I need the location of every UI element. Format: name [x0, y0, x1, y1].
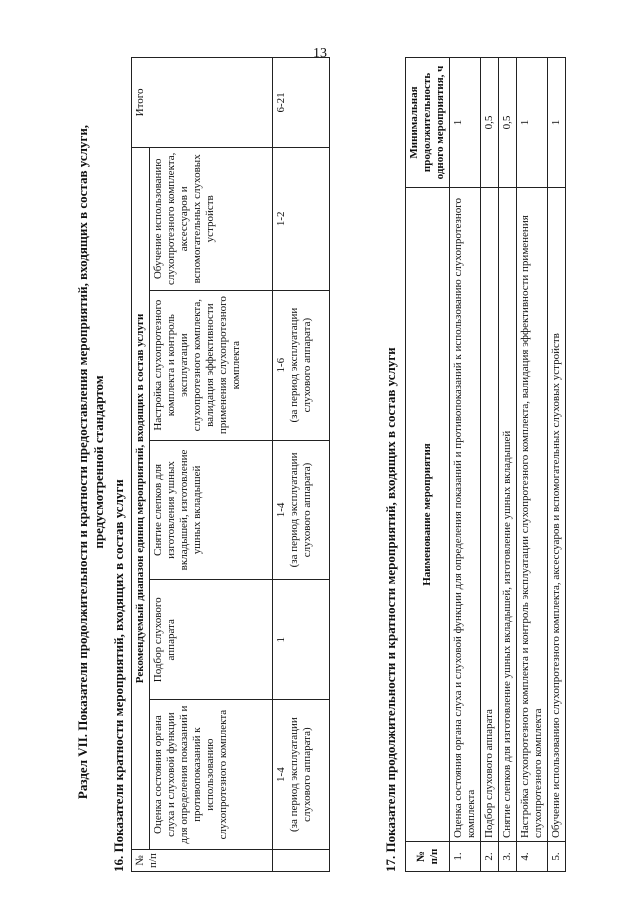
- page-number: 13: [313, 46, 327, 61]
- row-name: Настройка слухопротезного комплекта и контроль эксплуатации слухопротезного комплекта, валидация эффективности применения слухопротезного комплекта: [517, 187, 548, 841]
- value-note: (за период эксплуатации слухового аппарата): [288, 717, 313, 832]
- value: 1-4: [275, 502, 287, 518]
- row-duration: 0,5: [481, 58, 499, 188]
- value-cell: [273, 440, 330, 580]
- value: 1-4: [275, 767, 287, 782]
- duration-table: [405, 57, 566, 872]
- value-cell: [273, 700, 330, 850]
- row-duration: 0,5: [499, 58, 517, 188]
- table16-values-row: [273, 58, 330, 872]
- row-number: 1.: [450, 842, 481, 872]
- activity-cell: Оценка состояния органа слуха и слуховой функции для определения показаний и противопоказаний к использованию слухопротезного комплекта: [150, 700, 273, 850]
- row-name: Обучение использованию слухопротезного комплекта, аксессуаров и вспомогательных слуховых устройств: [548, 187, 566, 841]
- row-name: Подбор слухового аппарата: [481, 187, 499, 841]
- table16-range-header: Рекомендуемый диапазон единиц мероприятий, входящих в состав услуги: [132, 147, 150, 849]
- table17-title: 17. Показатели продолжительности и кратности мероприятий, входящих в состав услуги: [383, 347, 398, 872]
- value: 1-6: [275, 357, 287, 373]
- row-number: 3.: [499, 842, 517, 872]
- value-note: (за период эксплуатации слухового аппарата): [288, 307, 313, 423]
- multiplicity-table: [131, 57, 330, 872]
- section-title-line2: предусмотренной стандартом: [91, 375, 106, 549]
- value-cell: [273, 290, 330, 440]
- row-number: 2.: [481, 842, 499, 872]
- table16-activities-row: [150, 58, 273, 872]
- table17-name-header: Наименование мероприятия: [406, 187, 450, 841]
- value: 1-2: [275, 211, 287, 227]
- activity-cell: Обучение использованию слухопротезного комплекта, аксессуаров и вспомогательных слуховых устройств: [150, 147, 273, 290]
- activity-cell: Настройка слухопротезного комплекта и контроль эксплуатации слухопротезного комплекта, валидация эффективности применения слухопротезного комплекта: [150, 290, 273, 440]
- rotated-content: [75, 52, 635, 872]
- total-cell: 6-21: [273, 58, 330, 148]
- value-cell: [273, 147, 330, 290]
- section-title: [75, 52, 107, 872]
- activity-cell: Снятие слепков для изготовления ушных вкладышей, изготовление ушных вкладышей: [150, 440, 273, 580]
- table-row: [548, 58, 566, 872]
- value-cell: [273, 580, 330, 700]
- activity-cell: Подбор слухового аппарата: [150, 580, 273, 700]
- row-duration: 1: [450, 58, 481, 188]
- table16-header-row: [132, 58, 150, 872]
- table17-header-row: [406, 58, 450, 872]
- table-row: [481, 58, 499, 872]
- table17-num-header: № п/п: [406, 842, 450, 872]
- table16-title: 16. Показатели кратности мероприятий, входящих в состав услуги: [111, 479, 126, 872]
- table-row: [499, 58, 517, 872]
- value: 1: [275, 637, 287, 643]
- row-duration: 1: [548, 58, 566, 188]
- value-note: (за период эксплуатации слухового аппарата): [288, 452, 313, 568]
- section-title-line1: Раздел VII. Показатели продолжительности и кратности предоставления мероприятий, входящих в состав услуги,: [75, 124, 90, 800]
- row-name: Оценка состояния органа слуха и слуховой функции для определения показаний и противопоказаний к использованию слухопротезного комплекта: [450, 187, 481, 841]
- table17-duration-header: Минимальная продолжительность одного мероприятия, ч: [406, 58, 450, 188]
- table16-num-header: № п/п: [132, 850, 273, 872]
- row-number: 4.: [517, 842, 548, 872]
- row-duration: 1: [517, 58, 548, 188]
- table16-total-header: Итого: [132, 58, 273, 148]
- row-name: Снятие слепков для изготовление ушных вкладышей, изготовление ушных вкладышей: [499, 187, 517, 841]
- row-number: 5.: [548, 842, 566, 872]
- table-row: [450, 58, 481, 872]
- table-row: [517, 58, 548, 872]
